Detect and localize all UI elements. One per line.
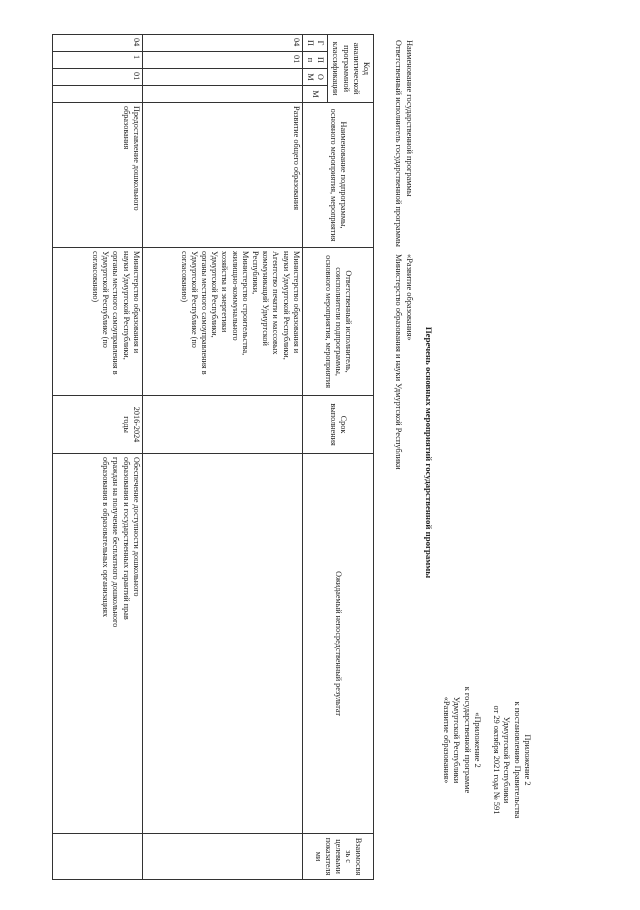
program-name-value: «Развитие образования» [405, 254, 414, 341]
executor-line: согласованию) [90, 251, 100, 303]
annex-line: Удмуртской Республики [502, 716, 512, 804]
code-group-header: Код аналитической программной классификации [328, 35, 374, 103]
document-title: Перечень основных мероприятий государственной программы [424, 326, 434, 579]
link-header: Взаимосвязь с целевыми показателями [302, 834, 373, 880]
measures-table [52, 34, 374, 880]
cell-executor [52, 248, 142, 396]
program-executor-label: Ответственный исполнитель государственной программы [394, 40, 404, 247]
name-header: Наименование подпрограммы, основного мероприятия, мероприятия [302, 103, 373, 248]
code-col-m: М [302, 86, 327, 103]
cell-om [142, 69, 302, 86]
executor-line: органы местного самоуправления в [199, 251, 209, 375]
cell-gp: 04 [52, 35, 142, 52]
result-line: образования и государственных гарантий прав [121, 457, 131, 620]
cell-pp: 01 [142, 52, 302, 69]
executor-line: Удмуртской Республике (по [101, 251, 111, 348]
cell-pp: 1 [52, 52, 142, 69]
cell-m [142, 86, 302, 103]
cell-executor [142, 248, 302, 396]
executor-line: органы местного самоуправления в [111, 251, 121, 375]
executor-line: Удмуртской Республике (по [189, 251, 199, 348]
cell-term: 2016-2024 годы [52, 396, 142, 454]
annex-line: к постановлению Правительства [512, 701, 522, 819]
resolution-annex-header [491, 610, 532, 910]
executor-line: хозяйства и энергетики [220, 251, 230, 333]
term-header: Срок выполнения [302, 396, 373, 454]
executor-line: Агентство печати и массовых [271, 251, 281, 355]
annex-line: «Приложение 2 [473, 712, 482, 768]
cell-result [52, 454, 142, 834]
cell-link [52, 834, 142, 880]
annex-line: к государственной программе [462, 686, 472, 794]
program-executor-value: Министерство образования и науки Удмуртской Республики [394, 254, 404, 470]
cell-name: Предоставление дошкольного образования [52, 103, 142, 248]
executor-header: Ответственный исполнитель, соисполнители подпрограммы, основного мероприятия, мероприятия [302, 248, 373, 396]
executor-line: науки Удмуртской Республики, [121, 251, 131, 360]
executor-line: коммуникаций Удмуртской [261, 251, 271, 346]
code-col-gp: ГП [302, 35, 327, 52]
code-col-om: ОМ [302, 69, 327, 86]
executor-line: Министерство образования и [131, 251, 141, 354]
executor-line: Республики, [250, 251, 260, 295]
result-line: Обеспечение доступности дошкольного [131, 457, 141, 597]
executor-line: науки Удмуртской Республики, [281, 251, 291, 360]
cell-result [142, 454, 302, 834]
program-name-row [404, 40, 415, 840]
cell-om: 01 [52, 69, 142, 86]
cell-name: Развитие общего образования [142, 103, 302, 248]
program-name-label: Наименование государственной программы [405, 40, 414, 197]
executor-line: Удмуртской Республики, [210, 251, 220, 338]
cell-gp: 04 [142, 35, 302, 52]
annex-line: Удмуртской Республики [452, 696, 462, 784]
result-line: образования в образовательных организациях [101, 457, 111, 618]
program-executor-row [393, 40, 404, 840]
executor-line: Министерство строительства, [240, 251, 250, 356]
code-col-pp: Пп [302, 52, 327, 69]
program-annex-header [441, 640, 482, 840]
annex-line: от 29 октября 2021 года № 591 [492, 705, 502, 815]
table-header-row [328, 35, 374, 880]
cell-m [52, 86, 142, 103]
executor-line: жилищно-коммунального [230, 251, 240, 341]
result-line: граждан на получение бесплатного дошкольного [111, 457, 121, 628]
executor-line: Министерство образования и [291, 251, 301, 354]
program-meta [393, 40, 414, 840]
cell-term [142, 396, 302, 454]
annex-line: Приложение 2 [523, 734, 532, 786]
executor-line: согласованию) [179, 251, 189, 303]
table-row [142, 35, 302, 880]
result-header: Ожидаемый непосредственный результат [302, 454, 373, 834]
table-row [52, 35, 142, 880]
cell-link [142, 834, 302, 880]
annex-line: «Развитие образования» [442, 696, 452, 784]
